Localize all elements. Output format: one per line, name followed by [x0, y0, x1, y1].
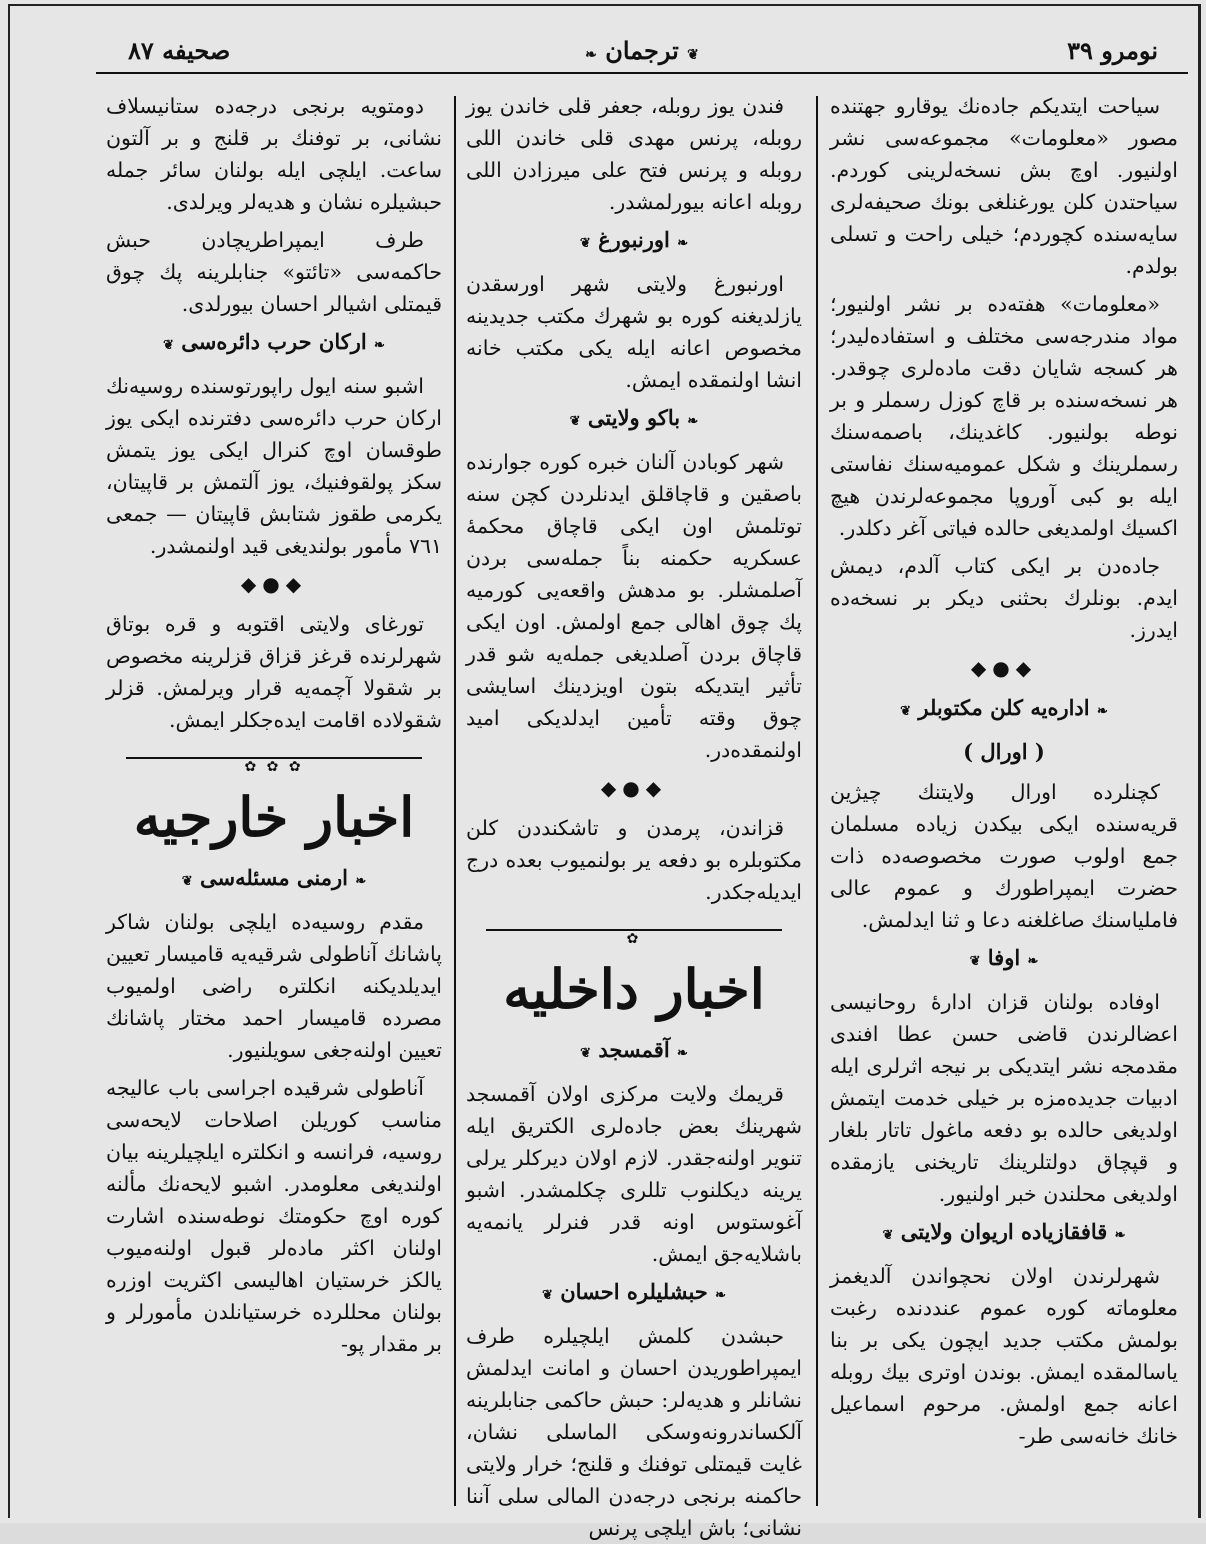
- stars-icon: ✿ ✿ ✿: [236, 759, 311, 775]
- article-paragraph: مقدم روسیه‌ده ایلچی بولنان شاکر پاشانك آناطولی شرقیه‌یه قامیسار تعیین ایدیلدیکنه انکلتره راضی اولمیوب مصرده قامیسار احمد مختار پاشانك تعیین اولنه‌جغی سویلنیور.: [106, 910, 442, 1062]
- section-heading: [830, 692, 1178, 728]
- section-heading: [466, 1276, 802, 1312]
- section-rule: [106, 748, 442, 775]
- ornament-icon: ❧: [676, 1046, 688, 1061]
- ornament-icon: ❧: [1114, 1228, 1126, 1243]
- section-heading-text: ارکان حرب دائره‌سی: [181, 329, 367, 354]
- masthead: [96, 22, 1188, 72]
- ornament-icon: ❧: [687, 414, 699, 429]
- article-paragraph: شهر کوبادن آلنان خبره کوره جوارنده باصقین و قاچاقلق ایدنلردن کچن سنه توتلمش اون ایکی قاچاق محکمهٔ عسکریه حکمنه بناً جمله‌سی بردن آصلمشلر. بو مدهش واقعه‌یی کورمیه پك چوق اهالی جمع اولمش. اون ایکی قاچاق بردن آصلدیغی جمله‌یه شو قدر تأثیر ایتدیکه بتون اویزدینك اسایشی چوق وقته تأمین ایدلدیکی امید اولنمقده‌در.: [466, 450, 802, 762]
- right-column: [820, 90, 1188, 1510]
- star-icon: ✿: [619, 931, 650, 947]
- article-paragraph: «معلومات» هفته‌ده بر نشر اولنیور؛ مواد مندرجه‌سی مختلف و استفاده‌لیدر؛ هر کسجه شایان دقت ماده‌لری چوقدر. هر نسخه‌سنده بر قاچ کوزل رسملر و بر نوطه بولنیور. کاغدینك، باصمه‌سنك رسملرینك و شکل عمومیه‌سنك نفاستی ایله بو کبی آوروپا مجموعه‌لرندن هیچ اکسیك اولمدیغی حالده فیاتی آغر دکلدر.: [830, 292, 1178, 540]
- section-heading: [466, 224, 802, 260]
- section-banner: اخبار خارجیه: [133, 785, 415, 849]
- ornament-icon: ❦: [580, 1046, 592, 1061]
- article-paragraph: آناطولی شرقیده اجراسی باب عالیجه مناسب کوریلن اصلاحات لایحه‌سی روسیه، فرانسه و انکلتره ایلچیلرینه بیان اولندیغی معلومدر. اشبو لایحه‌نك مألنه کوره اوچ حکومتك نوطه‌سنده اشارت اولنان اکثر ماده‌لر قبول اولنه‌میوب یالکز خرستیان اهالیسی اکثریت اوزره بولنان محللرده خرستیانلدن مأمورلر و بر مقدار پو-: [106, 1076, 442, 1356]
- section-heading-text: اوفا: [987, 945, 1021, 970]
- page-number: صحیفه ٨٧: [128, 36, 231, 65]
- section-heading-text: حبشلیلره احسان: [560, 1279, 708, 1304]
- ornament-icon: ❦: [569, 414, 581, 429]
- article-paragraph: حبشدن کلمش ایلچیلره طرف ایمپراطوریدن احسان و امانت ایدلمش نشانلر و هدیه‌لر: حبش حاکمی جنابلرینه آلکساندرونه‌وسکی الماسلی نشان، غایت قیمتلی توفنك و قلنج؛ خرار ولایتی حاکمنه برنجی درجه‌دن المالی سلی آننا نشانی؛ باش ایلچی پرنس: [466, 1324, 802, 1540]
- section-heading: [830, 1216, 1178, 1252]
- issue-number: نومرو ٣٩: [1067, 36, 1158, 65]
- ornament-icon: ❧: [1027, 954, 1039, 969]
- article-paragraph: طرف ایمپراطریچادن حبش حاکمه‌سی «تائتو» جنابلرینه پك چوق قیمتلی اشیالر احسان بیورلدی.: [106, 228, 442, 316]
- section-heading-text: باکو ولایتی: [587, 405, 681, 430]
- article-paragraph: اوفاده بولنان قزان ادارهٔ روحانیسی اعضالرندن قاضی حسن عطا افندی مقدمجه نشر ایتدیکی بر نیجه اثرلری ایله ادبیات جدیده‌مزه بر خیلی خدمت ایتمش اولدیغی حالده بو دفعه ماغول تاتار بلغار و قپچاق دولتلرینك تاریخنی یازمقده اولدیغی محلندن خبر اولنیور.: [830, 990, 1178, 1206]
- ornament-icon: ❦: [882, 1228, 894, 1243]
- ornament-icon: ❧: [585, 47, 597, 63]
- dot-separator: ◆●◆: [240, 572, 308, 596]
- article-paragraph: قزاندن، پرمدن و تاشکنددن کلن مکتوبلره بو دفعه یر بولنمیوب بعده درج ایدیله‌جکدر.: [466, 816, 802, 904]
- section-heading-text: آقمسجد: [598, 1037, 670, 1062]
- middle-column: [456, 90, 812, 1540]
- section-banner: اخبار داخلیه: [503, 957, 765, 1021]
- article-paragraph: جاده‌دن بر ایکی کتاب آلدم، دیمش ایدم. بونلرك بحثنی دیکر بر نسخه‌ده ایدرز.: [830, 554, 1178, 642]
- section-heading-text: اورنبورغ: [598, 227, 670, 252]
- ornament-icon: ❦: [579, 236, 591, 251]
- ornament-icon: ❦: [163, 338, 174, 353]
- newspaper-title-text: ترجمان: [605, 36, 679, 65]
- article-paragraph: شهرلرندن اولان نحچواندن آلدیغمز معلوماته کوره عموم عنددنده رغبت بولمش مکتب جدید ایچون یکی بر بنا یاسالمقده ایمش. بوندن اوتری بیك روبله اعانه جمع اولمش. مرحوم اسماعیل خانك خانه‌سی طر-: [830, 1264, 1178, 1448]
- header-rule: [96, 72, 1188, 74]
- ornament-icon: ❧: [1096, 704, 1108, 719]
- ornament-icon: ❦: [969, 954, 981, 969]
- article-paragraph: فندن یوز روبله، جعفر قلی خاندن یوز روبله، پرنس مهدی قلی خاندن اللی روبله و پرنس فتح علی میرزادن اللی روبله اعانه بیورلمشدر.: [466, 94, 802, 214]
- article-paragraph: اورنبورغ ولایتی شهر اورسقدن یازلدیغنه کوره بو شهرك مکتب جدیدینه مخصوص اعانه ایله یکی مکتب خانه انشا اولنمقده ایمش.: [466, 272, 802, 392]
- ornament-icon: ❦: [181, 874, 193, 889]
- section-rule: [466, 920, 802, 947]
- ornament-icon: ❧: [374, 338, 385, 353]
- article-paragraph: سیاحت ایتدیکم جاده‌نك یوقارو جهتنده مصور «معلومات» مجموعه‌سی نشر اولنیور. اوچ بش نسخه‌لرینی کوردم. سیاحتدن کلن یورغنلغی بونك صحیفه‌لری سایه‌سنده کچوردم؛ خیلی راحت و تسلی بولدم.: [830, 94, 1178, 278]
- section-subheading: ( اورال ): [963, 739, 1045, 764]
- article-paragraph: کچنلرده اورال ولایتنك چیژین قریه‌سنده ایکی بیکدن زیاده مسلمان جمع اولوب صورت مخصوصه‌ده ذات حضرت ایمپراطورك و عموم عالی فاملیاسنك صاغلغنه دعا و ثنا ایدلمش.: [830, 780, 1178, 932]
- section-heading: [466, 402, 802, 438]
- section-heading-text: اداره‌یه کلن مکتوبلر: [918, 695, 1090, 720]
- section-heading: [466, 1034, 802, 1070]
- ornament-icon: ❦: [541, 1288, 553, 1303]
- section-heading: [106, 326, 442, 362]
- ornament-icon: ❧: [677, 236, 689, 251]
- ornament-icon: ❦: [900, 704, 912, 719]
- ornament-icon: ❧: [355, 874, 367, 889]
- dot-separator: ◆●◆: [600, 776, 668, 800]
- article-paragraph: اشبو سنه ایول راپورتوسنده روسیه‌نك ارکان حرب دائره‌سی دفترنده ایکی یوز طوقسان اوچ کنرال ایکی یوز یتمش سکز پولقوفنیك، یوز آلتمش بر قاپیتان، یکرمی طقوز شتابش قاپیتان — جمعی ٧٦١ مأمور بولندیغی قید اولنمشدر.: [106, 374, 442, 558]
- left-column: [96, 90, 452, 1510]
- section-heading: [830, 942, 1178, 978]
- article-paragraph: دومتویه برنجی درجه‌ده ستانیسلاف نشانی، بر توفنك بر قلنج و بر آلتون ساعت. ایلچی ایله بولنان سائر جمله حبشیلره نشان و هدیه‌لر ویرلدی.: [106, 94, 442, 214]
- dot-separator: ◆●◆: [970, 656, 1038, 680]
- section-heading-text: قافقازیاده اریوان ولایتی: [900, 1219, 1108, 1244]
- ornament-icon: ❧: [715, 1288, 726, 1303]
- article-paragraph: تورغای ولایتی اقتوبه و قره بوتاق شهرلرنده قرغز قزاق قزلرینه مخصوص بر شقولا آچمه‌یه قرار ویرلمش. قزلر شقولاده اقامت ایده‌جکلر ایمش.: [106, 612, 442, 732]
- ornament-icon: ❦: [687, 47, 699, 63]
- column-divider: [816, 96, 818, 1506]
- article-paragraph: قریمك ولایت مرکزی اولان آقمسجد شهرینك بعض جاده‌لری الکتریق ایله تنویر اولنه‌جقدر. لازم اولان دیرکلر یرلی یرینه دیکلنوب تللری چکلمشدر. اشبو آغوستوس اونه قدر فنرلر یانمه‌یه باشلایه‌جق ایمش.: [466, 1082, 802, 1266]
- newspaper-title: [96, 36, 1188, 65]
- section-heading-text: ارمنی مسئله‌سی: [199, 865, 348, 890]
- section-heading: [106, 862, 442, 898]
